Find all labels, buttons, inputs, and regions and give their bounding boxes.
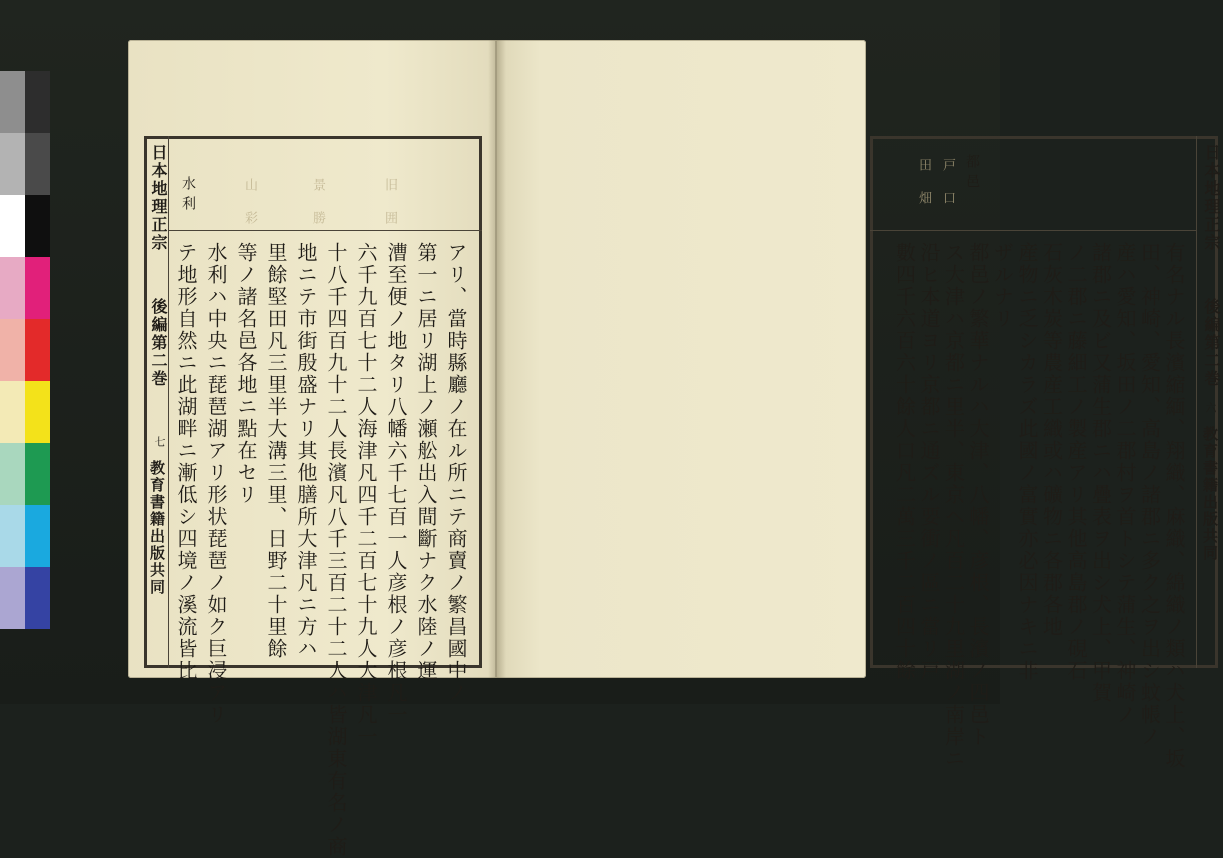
- text-column: 漕至便ノ地タリ八幡六千七百一人彦根ノ彦根凡一: [384, 242, 408, 726]
- left-folio: 七: [153, 436, 166, 447]
- right-spine-publisher: 教育書籍出版共同: [1201, 426, 1219, 562]
- text-column: 地ニテ市街殷盛ナリ其他膳所大津凡ニ方ハ: [294, 242, 318, 660]
- text-column: 水利ハ中央ニ琵琶湖アリ形状琵琶ノ如ク巨浸アリ: [204, 242, 228, 726]
- calibration-swatch: [25, 257, 50, 319]
- color-calibration-chart: [0, 71, 50, 633]
- right-spine-title: 日本地理正宗: [1202, 144, 1221, 252]
- calibration-swatch: [0, 319, 25, 381]
- right-spine-rule: [1196, 136, 1197, 668]
- right-header-rule: [870, 230, 1196, 231]
- text-column: 里餘堅田凡三里半大溝三里、日野二十里餘: [264, 242, 288, 660]
- open-book: [128, 40, 1221, 858]
- calibration-swatch: [25, 505, 50, 567]
- right-spine-subtitle: 後編第二巻: [1202, 298, 1221, 388]
- right-side-heading: 都邑: [964, 154, 980, 194]
- calibration-swatch: [0, 381, 25, 443]
- text-column: 十八千四百九十二人長濱凡八千三百二十二人ハ皆湖東有名ノ商: [324, 242, 348, 858]
- text-column: テ地形自然ニ此湖畔ニ漸低シ四境ノ溪流皆比: [174, 242, 198, 682]
- calibration-swatch: [0, 71, 25, 133]
- calibration-swatch: [25, 443, 50, 505]
- book-gutter: [488, 40, 506, 678]
- text-column: 産物ニ乏シカラズ此國ノ富實亦必因ナキニ非: [1015, 242, 1039, 682]
- calibration-swatch: [25, 71, 50, 133]
- text-column: 等ノ諸名邑各地ニ點在セリ: [234, 242, 258, 506]
- left-spine-subtitle: 後編第二巻: [149, 298, 168, 388]
- text-column: 第一ニ居リ湖上ノ瀬舩出入間斷ナク水陸ノ運: [414, 242, 438, 682]
- calibration-swatch: [0, 133, 25, 195]
- text-column: 田、神崎、愛知、高島ノ諸郡ニ多ク之ヲ出シ蚊帳ノ: [1137, 242, 1162, 748]
- text-column: 六千九百七十二人海津凡四千二百七十九人大津凡一: [354, 242, 378, 748]
- text-column: 諸郡ニ及ビ又蒲生郡ニハ疊表ヲ出シ犬上、甲賀: [1088, 242, 1113, 704]
- calibration-swatch: [25, 381, 50, 443]
- text-column: 數四千六百六十餘人口凡二萬三千二百四十餘: [892, 242, 917, 682]
- text-column: 石灰木炭等農産工織或ハ礦物ニ各郡各地: [1039, 242, 1064, 638]
- calibration-swatch: [25, 319, 50, 381]
- text-column: ノ二郡ニ藤細工ノ製産アリ其他高島郡ノ硯石: [1064, 242, 1088, 682]
- right-folio: 六: [1204, 402, 1217, 413]
- text-column: ス大津ハ京都ニ里半、東京ヘ凡百二十九里湖ノ南岸ニ: [941, 242, 966, 770]
- calibration-swatch: [0, 195, 25, 257]
- calibration-swatch: [25, 195, 50, 257]
- left-page: [128, 40, 496, 858]
- text-column: 産ハ愛知、坂田ノ二郡村ヲ首トシテ蒲生、神崎ノ: [1113, 242, 1137, 726]
- left-side-heading: 水利: [180, 176, 196, 216]
- text-column: 有名ナル長濱縮緬、翔織、麻織、綿織ノ類ハ犬上、坂: [1162, 242, 1186, 770]
- text-column: アリ、當時縣廳ノ在ル所ニテ商賣ノ繁昌國中ノ: [444, 242, 468, 704]
- left-ghost-heading: 山 彩: [242, 178, 257, 233]
- text-column: 都邑ノ繁華ナルハ大津、八幡、彦根、長濱ノ四邑ト: [966, 242, 990, 748]
- right-ghost-heading: 田 畑: [916, 158, 931, 213]
- calibration-swatch: [0, 257, 25, 319]
- calibration-swatch: [25, 567, 50, 629]
- left-spine-publisher: 教育書籍出版共同: [148, 460, 166, 596]
- calibration-swatch: [0, 443, 25, 505]
- left-ghost-heading: 景 勝: [310, 178, 325, 233]
- text-column: 沿ヒ本道ヨリ京都ニ通ズル要衝ノ區ニ當リ戸: [917, 242, 941, 682]
- calibration-swatch: [0, 567, 25, 629]
- right-page: [496, 40, 1221, 770]
- calibration-swatch: [0, 505, 25, 567]
- left-ghost-heading: 旧 囲: [382, 178, 397, 233]
- left-spine-title: 日本地理正宗: [149, 144, 168, 252]
- right-ghost-heading: 戸 口: [940, 158, 955, 213]
- text-column: ザルナリ: [990, 242, 1015, 330]
- calibration-swatch: [25, 133, 50, 195]
